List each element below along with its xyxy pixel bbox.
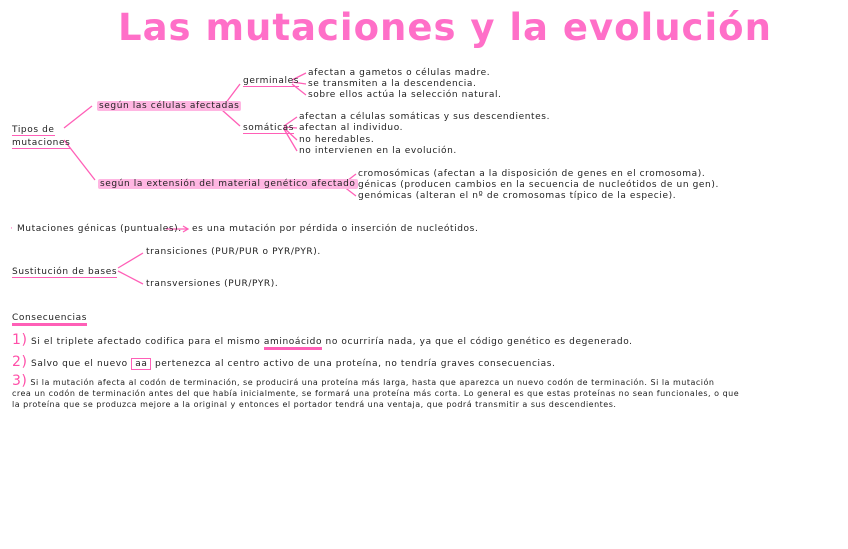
item-line: Si la mutación afecta al codón de terminación, se producirá una proteína más larga, hasta que aparezca un nuevo codón de terminación. Si la mutación xyxy=(30,378,715,387)
item-number: 2) xyxy=(12,354,28,370)
somaticas-item: afectan al individuo. xyxy=(299,123,404,133)
item-text: no ocurriría nada, ya que el código genético es degenerado. xyxy=(325,337,633,347)
germinales-item: se transmiten a la descendencia. xyxy=(308,79,477,89)
consecuencia-item-3 xyxy=(12,373,740,410)
extension-item: génicas (producen cambios en la secuencia de nucleótidos de un gen). xyxy=(358,180,719,190)
extension-item: cromosómicas (afectan a la disposición de genes en el cromosoma). xyxy=(358,169,706,179)
sustitucion-item: transiciones (PUR/PUR o PYR/PYR). xyxy=(146,247,321,257)
consecuencia-item-1 xyxy=(12,332,633,348)
item-text: Salvo que el nuevo xyxy=(31,359,128,369)
sustitucion-label: Sustitución de bases xyxy=(12,267,118,277)
item-number: 3) xyxy=(12,373,28,389)
boxed-word: aa xyxy=(131,358,151,370)
sustitucion-node xyxy=(12,267,117,277)
page-title: Las mutaciones y la evolución xyxy=(118,6,772,49)
consecuencias-heading xyxy=(12,313,87,323)
genicas-definition: es una mutación por pérdida o inserción de nucleótidos. xyxy=(192,224,479,234)
branch-extension-label: según la extensión del material genético afectado xyxy=(100,179,356,189)
somaticas-item: no intervienen en la evolución. xyxy=(299,146,457,156)
germinales-item: sobre ellos actúa la selección natural. xyxy=(308,90,502,100)
sustitucion-item: transversiones (PUR/PYR). xyxy=(146,279,279,289)
item-line: crea un codón de terminación antes del que había inicialmente, se formará una proteína más corta. Lo general es que estas proteínas no sean funcionales, o que xyxy=(12,389,740,398)
branch-celulas-label: según las células afectadas xyxy=(99,101,240,111)
somaticas-item: no heredables. xyxy=(299,135,375,145)
root-node xyxy=(12,124,71,150)
somaticas-label: somáticas xyxy=(243,123,295,133)
consecuencias-heading-label: Consecuencias xyxy=(12,313,88,323)
genicas-term: Mutaciones génicas (puntuales). xyxy=(16,224,182,234)
germinales-node xyxy=(243,76,299,86)
germinales-item: afectan a gametos o células madre. xyxy=(308,68,491,78)
branch-celulas xyxy=(97,101,241,111)
root-label: Tipos de mutaciones xyxy=(12,125,71,148)
item-line: la proteína que se produzca mejore a la original y entonces el portador tendrá una ventaja, que podrá transmitir a sus descendientes. xyxy=(12,400,617,409)
item-text: Si el triplete afectado codifica para el mismo xyxy=(31,337,261,347)
highlighted-word: aminoácido xyxy=(263,337,323,347)
item-text: pertenezca al centro activo de una proteína, no tendría graves consecuencias. xyxy=(154,359,556,369)
extension-item: genómicas (alteran el nº de cromosomas típico de la especie). xyxy=(358,191,677,201)
genicas-note xyxy=(10,224,182,234)
branch-extension xyxy=(98,179,358,189)
bullet-dot: · xyxy=(10,224,14,234)
somaticas-item: afectan a células somáticas y sus descendientes. xyxy=(299,112,551,122)
germinales-label: germinales xyxy=(243,76,300,86)
item-number: 1) xyxy=(12,332,28,348)
consecuencia-item-2 xyxy=(12,354,555,370)
somaticas-node xyxy=(243,123,294,133)
